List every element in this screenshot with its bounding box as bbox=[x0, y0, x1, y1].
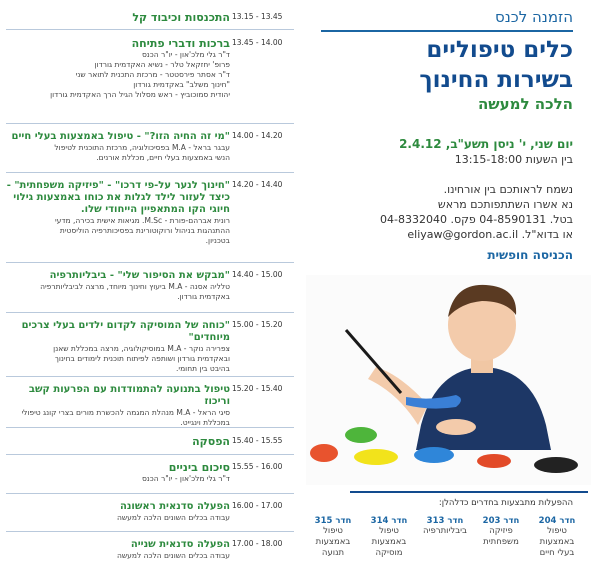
session-title: "כוחה של המוסיקה לקדום ילדים בעלי צרכים מיוחדים" bbox=[21, 320, 230, 343]
speaker-line: עבודה בכלים השונים הלכה למעשה bbox=[116, 513, 230, 522]
room-315 bbox=[308, 516, 358, 572]
speaker-line: צפרירה נוקר - M.A במוסיקולוגיה, מרצה במכללת שאנן bbox=[53, 344, 230, 353]
program-divider bbox=[6, 312, 294, 313]
speaker-line: פרופ' יחזקאל טלר - נשיא האקדמית גורדון bbox=[94, 60, 230, 69]
session-content bbox=[2, 384, 230, 428]
session-time: 14.20 - 14.40 bbox=[232, 180, 283, 189]
program-divider bbox=[6, 172, 294, 173]
room-number: חדר 204 bbox=[538, 516, 576, 526]
speaker-line: עבודה בכלים השונים הלכה למעשה bbox=[116, 551, 230, 560]
program-divider bbox=[6, 376, 294, 377]
speaker-line: במכללת וינגייט. bbox=[180, 418, 230, 427]
program-divider bbox=[6, 531, 294, 532]
conference-title-line1: כלים טיפוליים bbox=[426, 36, 573, 63]
speaker-line: "חינוך משלב" באקדמית גורדון bbox=[133, 80, 230, 89]
program-divider bbox=[6, 262, 294, 263]
session-title: "חינוך לנער על-פי דרכו" - "פיזיקה משפחתית" - כיצד לעזור לילד לגלות את כוחו באמצעות גילוי חיוגי הקו המתאפיין הייחודי שלו. bbox=[6, 180, 230, 215]
session-time: 15.20 - 15.40 bbox=[232, 384, 283, 393]
conference-hours: בין השעות 13:15-18:00 bbox=[454, 152, 573, 166]
speaker-line: בטכניון. bbox=[205, 236, 230, 245]
session-time: 14.00 - 14.20 bbox=[232, 131, 283, 140]
session-time: 13.15 - 13.45 bbox=[232, 12, 283, 21]
room-313 bbox=[420, 516, 470, 572]
room-314 bbox=[364, 516, 414, 572]
room-number: חדר 313 bbox=[426, 516, 464, 526]
session-content bbox=[2, 180, 230, 246]
program-divider bbox=[6, 493, 294, 494]
session-title: הפסקה bbox=[192, 435, 230, 448]
room-description: טיפול באמצעות תנועה bbox=[315, 526, 351, 558]
program-divider bbox=[6, 29, 294, 30]
child-painting-illustration bbox=[306, 275, 591, 485]
speaker-line: טלליה אסנה - M.A ביעוץ וחינוך מיוחד, מרצה לביבליותרפיה bbox=[40, 282, 230, 291]
header-divider bbox=[321, 30, 573, 32]
room-number: חדר 315 bbox=[314, 516, 352, 526]
workshops-divider bbox=[350, 491, 588, 493]
rsvp-phone-line: בטל. 04-8590131 פקס. 04-8332040 bbox=[380, 212, 573, 226]
workshops-title: ההפעלות מתבצעות בחדרים כדלהלן: bbox=[438, 498, 573, 508]
session-time: 17.00 - 18.00 bbox=[232, 539, 283, 548]
rsvp-info bbox=[303, 182, 573, 242]
room-description: טיפול באמצעות בעלי חיים bbox=[539, 526, 575, 558]
session-content bbox=[2, 539, 230, 561]
session-content bbox=[2, 270, 230, 302]
session-title: התכנסות וכיבוד קל bbox=[132, 11, 230, 24]
session-time: 13.45 - 14.00 bbox=[232, 38, 283, 47]
session-title: הפעלה סדנאית ראשונה bbox=[120, 501, 230, 512]
session-content bbox=[2, 38, 230, 100]
session-title: הפעלה סדנאית שנייה bbox=[130, 539, 230, 550]
session-time: 15.00 - 15.20 bbox=[232, 320, 283, 329]
program-divider bbox=[6, 454, 294, 455]
session-time: 15.40 - 15.55 bbox=[232, 436, 283, 445]
session-time: 14.40 - 15.00 bbox=[232, 270, 283, 279]
speaker-line: בהיבט בין תחומי. bbox=[176, 364, 230, 373]
room-description: ביבליותרפיה bbox=[423, 526, 467, 536]
speaker-line: ובאקדמית גורדון ושותפה לפיתוח תוכנית לימודים בחינוך bbox=[54, 354, 230, 363]
room-description: טיפול באמצעות מוסיקה bbox=[371, 526, 407, 558]
session-title: "מבקש את הסיפור שלי" - ביבליותרפיה bbox=[49, 270, 230, 281]
rsvp-email-line[interactable]: או בדוא"ל. eliyaw@gordon.ac.il bbox=[407, 227, 573, 241]
session-time: 16.00 - 17.00 bbox=[232, 501, 283, 510]
session-content bbox=[2, 462, 230, 484]
speaker-line: ד"ר אסתר פירסטטר - מרכזת התכנית לתואר שני bbox=[75, 70, 230, 79]
session-title: ברכות ודברי פתיחה bbox=[131, 37, 230, 50]
room-description: פיזיקה משפחתית bbox=[483, 526, 519, 547]
speaker-line: סיגי הראל - M.A מנהלת המגמה להכשרת מורים בצרי קונג טיפולי bbox=[21, 408, 230, 417]
rsvp-line: נשמח לראותכם בין אורחינו. bbox=[443, 182, 573, 196]
session-title: סיכום ביניים bbox=[168, 461, 230, 474]
program-divider bbox=[6, 427, 294, 428]
room-204 bbox=[532, 516, 582, 572]
speaker-line: ד"ר גלי מלכ'און - יו"ר הכנס bbox=[141, 474, 230, 483]
child-painting-photo bbox=[306, 275, 591, 485]
speaker-line: הנשי באמצעות בעלי חיים, מכללת אורנים. bbox=[96, 153, 230, 162]
speaker-line: ההתנהגות בניהול ורוקוטורינת בפסיכותרפיה הוליסטית bbox=[59, 226, 230, 235]
speaker-line: רונית אברהם-פורת - M.Sc. מגיאות אישית בכירה, מדעי bbox=[55, 216, 230, 225]
conference-date: יום שני, י' ניסן תשע"ב, 2.4.12 bbox=[399, 136, 573, 151]
session-title: "מי זה החיה הזו?" - טיפול באמצעות בעלי חיים bbox=[11, 131, 230, 142]
session-content bbox=[2, 501, 230, 523]
room-203 bbox=[476, 516, 526, 572]
speaker-line: באקדמית גורדון. bbox=[177, 292, 230, 301]
conference-title-line2: בשירות החינוך bbox=[419, 66, 573, 93]
invite-label: הזמנה לכנס bbox=[495, 8, 573, 26]
room-number: חדר 203 bbox=[482, 516, 520, 526]
program-divider bbox=[6, 123, 294, 124]
conference-subtitle: הלכה למעשה bbox=[477, 94, 573, 113]
session-title: טיפול בתנועה להתמודדות עם הפרעות קשב וריכוז bbox=[28, 384, 230, 407]
rsvp-line: נא אשרו השתתפותכם מראש bbox=[437, 197, 573, 211]
session-content bbox=[2, 436, 230, 448]
session-content bbox=[2, 12, 230, 24]
speaker-line: ד"ר גלי מלכ'און - יו"ר הכנס bbox=[141, 50, 230, 59]
session-content bbox=[2, 320, 230, 374]
workshop-rooms bbox=[300, 516, 590, 572]
session-content bbox=[2, 131, 230, 163]
speaker-line: עבגר בראל - M.A בפסיכולוגיה, מרכזת התוכנית לטיפול bbox=[54, 143, 230, 152]
free-entry-label: הכניסה חופשית bbox=[487, 247, 573, 262]
session-time: 15.55 - 16.00 bbox=[232, 462, 283, 471]
room-number: חדר 314 bbox=[370, 516, 408, 526]
speaker-line: יהודית סמוכוביץ - ראש מסלול הגיל הרך האקדמית גורדון bbox=[50, 90, 230, 99]
